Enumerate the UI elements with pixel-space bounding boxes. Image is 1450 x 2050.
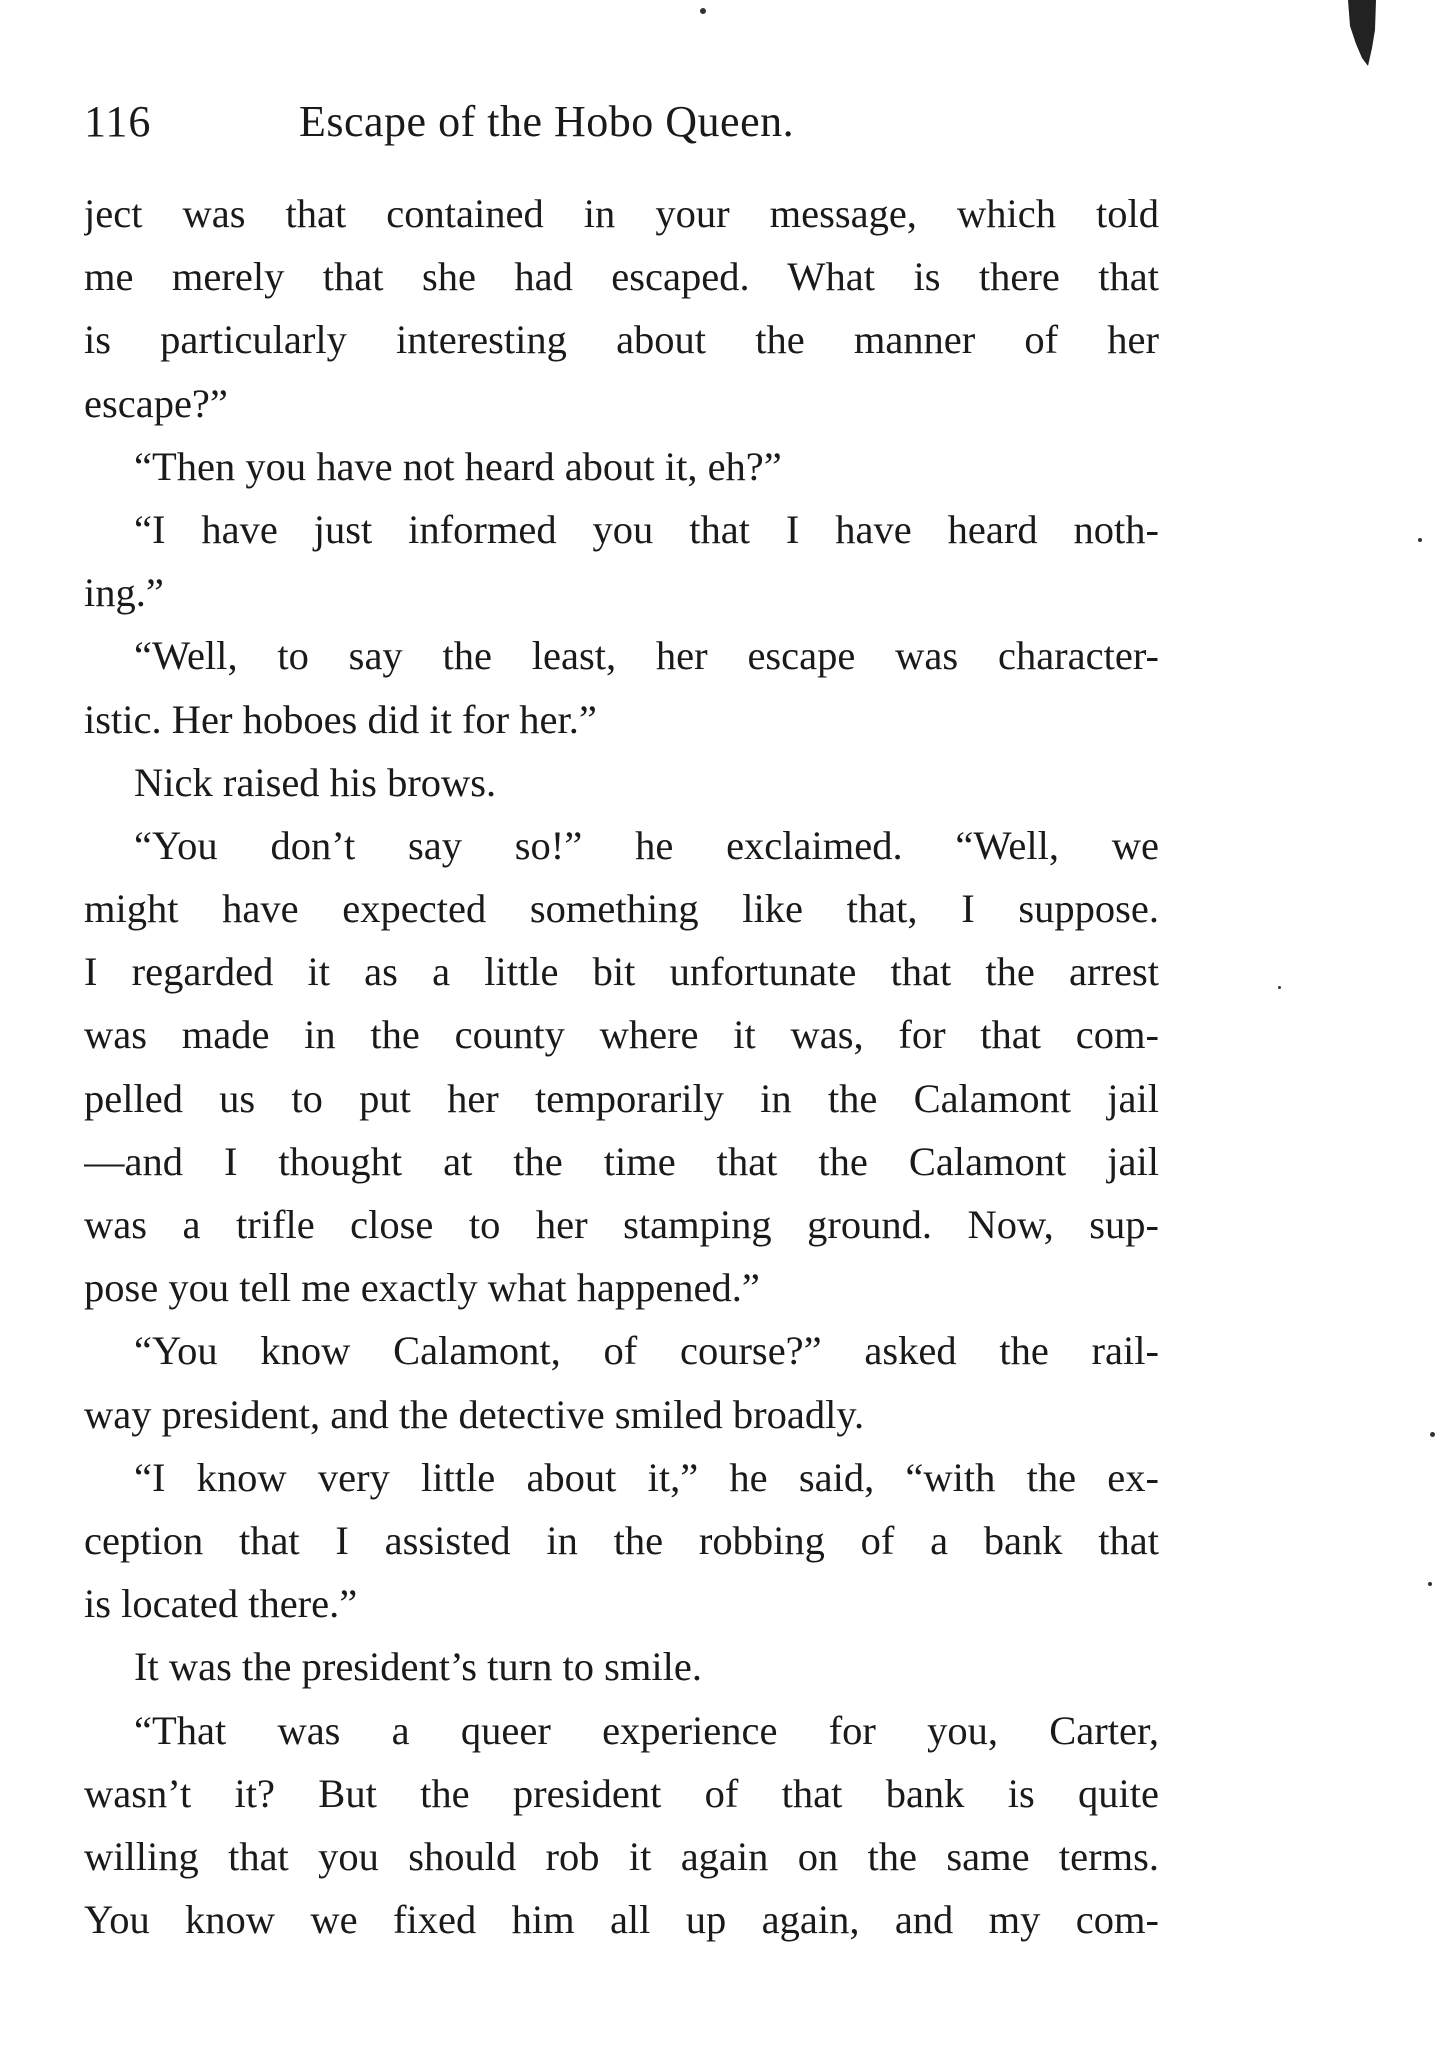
- running-header: [84, 92, 1164, 152]
- scan-speck: [700, 8, 706, 14]
- scan-speck: [1418, 538, 1422, 542]
- text-line: pelled us to put her temporarily in the Calamont jail: [84, 1075, 1159, 1121]
- text-line: “I have just informed you that I have heard noth-: [134, 506, 1159, 552]
- text-line: “I know very little about it,” he said, “with the ex-: [134, 1454, 1159, 1500]
- binding-shadow-mark: [1342, 0, 1382, 70]
- text-line: ception that I assisted in the robbing of a bank that: [84, 1517, 1159, 1563]
- body-text: [84, 182, 1159, 1951]
- scan-speck: [1278, 986, 1281, 989]
- text-line: might have expected something like that, I suppose.: [84, 886, 1159, 932]
- text-line: I regarded it as a little bit unfortunate that the arrest: [84, 949, 1159, 995]
- text-line: “That was a queer experience for you, Carter,: [134, 1707, 1159, 1753]
- scan-speck: [1430, 1432, 1435, 1437]
- scan-speck: [1428, 1582, 1432, 1586]
- text-line: It was the president’s turn to smile.: [134, 1644, 703, 1690]
- text-line: ing.”: [84, 570, 164, 616]
- text-line: istic. Her hoboes did it for her.”: [84, 696, 597, 742]
- text-line: “You know Calamont, of course?” asked the rail-: [134, 1328, 1159, 1374]
- text-line: You know we fixed him all up again, and my com-: [84, 1897, 1159, 1943]
- text-line: is particularly interesting about the manner of her: [84, 317, 1159, 363]
- text-line: ject was that contained in your message, which told: [84, 191, 1159, 236]
- text-line: wasn’t it? But the president of that bank is quite: [84, 1770, 1159, 1816]
- text-line: “Well, to say the least, her escape was character-: [134, 633, 1159, 679]
- text-line: is located there.”: [84, 1581, 358, 1627]
- text-line: me merely that she had escaped. What is there that: [84, 254, 1159, 300]
- text-line: willing that you should rob it again on the same terms.: [84, 1833, 1159, 1879]
- page-number: 116: [84, 97, 152, 146]
- text-line: “Then you have not heard about it, eh?”: [134, 443, 782, 489]
- text-line: escape?”: [84, 380, 228, 426]
- text-line: was a trifle close to her stamping ground. Now, sup-: [84, 1202, 1159, 1247]
- running-title: Escape of the Hobo Queen.: [299, 97, 795, 146]
- text-line: was made in the county where it was, for that com-: [84, 1012, 1159, 1058]
- text-line: way president, and the detective smiled broadly.: [84, 1391, 865, 1437]
- text-line: “You don’t say so!” he exclaimed. “Well, we: [134, 822, 1159, 868]
- text-line: —and I thought at the time that the Calamont jail: [84, 1138, 1159, 1184]
- text-line: pose you tell me exactly what happened.”: [84, 1265, 760, 1311]
- text-line: Nick raised his brows.: [134, 759, 497, 805]
